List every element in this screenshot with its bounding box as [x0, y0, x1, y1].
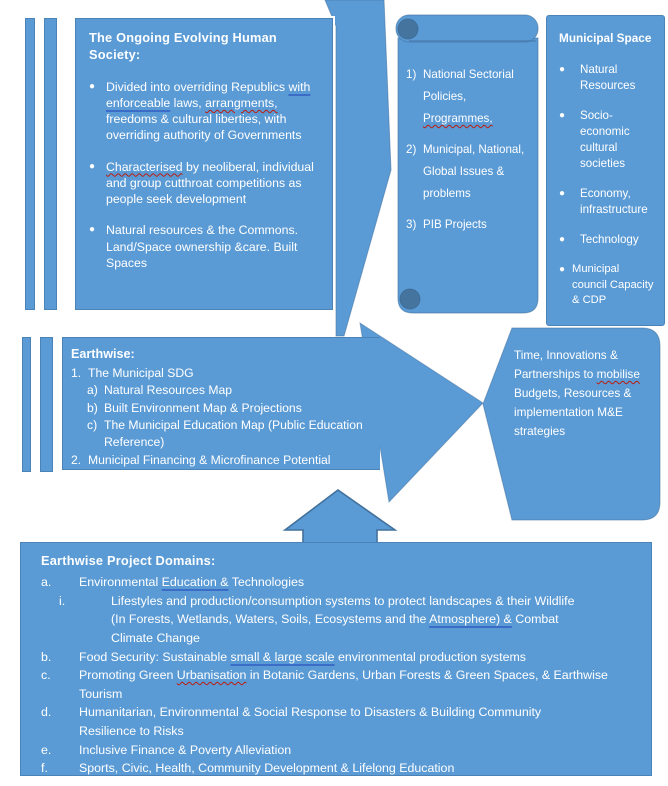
list-item — [89, 79, 322, 144]
earthwise-line-5-text: Municipal Financing & Microfinance Potential — [88, 452, 331, 467]
domain-c-marker: c. — [41, 668, 51, 683]
earthwise-line-5-marker: 2. — [71, 452, 82, 467]
list-item — [87, 417, 372, 452]
municipal-bullet-1: Natural Resources — [580, 63, 636, 93]
domain-f-text: Sports, Civic, Health, Community Development & Lifelong Education — [79, 761, 455, 776]
bullet-icon: ● — [559, 64, 566, 76]
earthwise-box — [62, 337, 380, 470]
list-item — [41, 703, 641, 740]
list-item — [71, 365, 372, 382]
list-item — [41, 648, 641, 667]
bullet-icon: ● — [559, 188, 566, 200]
municipal-bullet-3: Economy, infrastructure — [580, 187, 648, 217]
municipal-bullet-2: Socio-economic cultural societies — [580, 109, 630, 171]
municipal-bullet-5: Municipal council Capacity & CDP — [572, 263, 654, 307]
project-domains-title: Earthwise Project Domains: — [41, 553, 216, 568]
earthwise-arrow-stripe-1 — [22, 337, 31, 472]
municipal-bullet-4: Technology — [580, 233, 639, 247]
top-arrow-stripe-1 — [25, 18, 35, 310]
scroll-top-curl — [398, 19, 418, 39]
human-society-title: The Ongoing Evolving Human Society: — [89, 30, 277, 62]
scroll-item-2-number: 2) — [406, 143, 417, 157]
human-society-bullet-1: Divided into overriding Republics with enforceable laws, arrangments, freedoms & cultural liberties, with overriding authority of Governments — [106, 79, 311, 143]
bullet-icon: ● — [89, 160, 96, 172]
scroll-item-2-text: Municipal, National, Global Issues & problems — [423, 143, 525, 201]
domain-a-text: Environmental Education & Technologies — [79, 575, 305, 590]
list-item — [559, 108, 656, 172]
scroll-item-3-number: 3) — [406, 218, 417, 232]
list-item — [559, 262, 656, 308]
top-arrow-stripe-2 — [44, 18, 57, 310]
human-society-bullet-2: Characterised by neoliberal, individual and group cutthroat competitions as people seek development — [106, 159, 314, 207]
domain-e-marker: e. — [41, 742, 52, 757]
municipal-space-title: Municipal Space — [559, 31, 652, 45]
domain-c-text: Promoting Green Urbanisation in Botanic Gardens, Urban Forests & Green Spaces, & Earthwise Tourism — [79, 668, 608, 701]
domain-d-marker: d. — [41, 705, 52, 720]
scroll-bottom-curl — [400, 289, 420, 309]
earthwise-line-2-text: Natural Resources Map — [104, 383, 233, 398]
list-item — [89, 159, 322, 208]
bullet-icon: ● — [89, 224, 96, 236]
list-item — [559, 232, 656, 248]
scroll-item-1-text: National Sectorial Policies, Programmes, — [423, 68, 514, 126]
list-item — [87, 400, 372, 417]
scroll-item-1-number: 1) — [406, 68, 417, 81]
domain-a-marker: a. — [41, 575, 52, 590]
project-domains-box — [20, 542, 652, 776]
domain-b-text: Food Security: Sustainable small & large scale environmental production systems — [79, 649, 526, 664]
list-item — [41, 741, 641, 760]
list-item — [406, 214, 530, 236]
list-item — [71, 452, 372, 469]
callout-text: Time, Innovations & Partnerships to mobilise Budgets, Resources & implementation M&E strategies — [514, 348, 640, 439]
top-arrowhead-shape — [325, 0, 391, 336]
list-item — [59, 592, 579, 648]
earthwise-line-1-marker: 1. — [71, 365, 82, 380]
domain-d-text: Humanitarian, Environmental & Social Response to Disasters & Building Community Resilience to Risks — [79, 705, 542, 739]
bullet-icon: ● — [559, 234, 566, 246]
municipal-space-box — [546, 15, 665, 326]
earthwise-line-3-text: Built Environment Map & Projections — [104, 400, 302, 415]
list-item — [559, 186, 656, 218]
list-item — [87, 382, 372, 399]
earthwise-line-3-marker: b) — [87, 400, 98, 415]
bullet-icon: ● — [559, 264, 566, 276]
list-item — [41, 666, 641, 703]
list-item — [559, 62, 656, 94]
list-item — [406, 64, 530, 130]
earthwise-line-4-marker: c) — [87, 417, 98, 432]
human-society-bullet-3: Natural resources & the Commons. Land/Space ownership &care. Built Spaces — [106, 223, 299, 270]
earthwise-line-4-text: The Municipal Education Map (Public Education Reference) — [104, 417, 363, 450]
list-item — [406, 139, 530, 205]
earthwise-line-1-text: The Municipal SDG — [88, 365, 194, 380]
scroll-text-block — [406, 64, 530, 245]
domain-b-marker: b. — [41, 649, 52, 664]
earthwise-line-2-marker: a) — [87, 383, 98, 398]
human-society-box — [75, 18, 333, 310]
up-arrow-shape — [285, 490, 395, 547]
earthwise-arrow-stripe-2 — [40, 337, 53, 472]
domain-a-i-marker: i. — [59, 593, 66, 608]
bullet-icon: ● — [559, 110, 566, 122]
earthwise-title: Earthwise: — [71, 347, 135, 361]
list-item — [41, 759, 641, 778]
bullet-icon: ● — [89, 80, 96, 92]
domain-e-text: Inclusive Finance & Poverty Alleviation — [79, 742, 292, 757]
list-item — [89, 222, 322, 271]
scroll-item-3-text: PIB Projects — [423, 218, 487, 232]
domain-f-marker: f. — [41, 761, 48, 776]
domain-a-i-text: Lifestyles and production/consumption systems to protect landscapes & their Wildlife (In Forests, Wetlands, Waters, Soils, Ecosystems and the Atmosphere) & Combat Climate Change — [111, 593, 575, 646]
list-item — [41, 573, 641, 592]
